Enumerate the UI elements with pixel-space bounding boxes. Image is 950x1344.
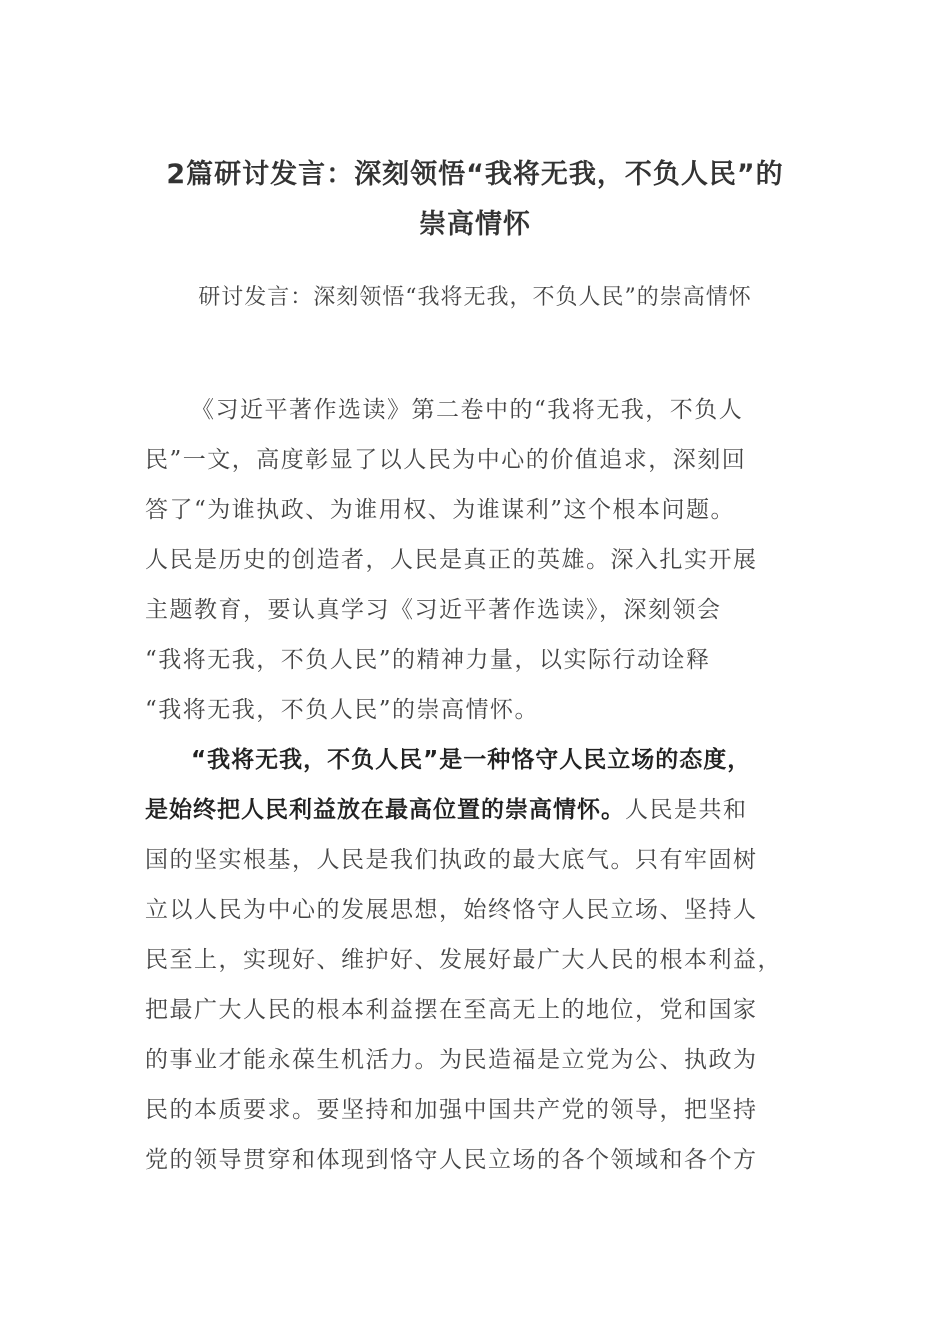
paragraph-2-line: 的事业才能永葆生机活力。为民造福是立党为公、执政为 [145,1047,758,1073]
paragraph-1-line: 民”一文，高度彰显了以人民为中心的价值追求，深刻回 [145,447,747,473]
paragraph-2-line: 国的坚实根基，人民是我们执政的最大底气。只有牢固树 [145,847,758,873]
title-line-1: 2篇研讨发言：深刻领悟“我将无我，不负人民”的 [166,159,784,190]
paragraph-2-line: 民的本质要求。要坚持和加强中国共产党的领导，把坚持 [145,1097,758,1123]
paragraph-1-line: 答了“为谁执政、为谁用权、为谁谋利”这个根本问题。 [145,497,736,523]
paragraph-2-bold-line: “我将无我，不负人民”是一种恪守人民立场的态度， [191,747,752,773]
paragraph-1-line: 人民是历史的创造者，人民是真正的英雄。深入扎实开展 [145,547,758,573]
paragraph-1-line: “我将无我，不负人民”的崇高情怀。 [145,697,540,723]
document-title [140,150,810,250]
paragraph-1-line: 主题教育，要认真学习《习近平著作选读》，深刻领会 [145,597,722,623]
paragraph-2-line: 立以人民为中心的发展思想，始终恪守人民立场、坚持人 [145,897,758,923]
paragraph-2-line: 民至上，实现好、维护好、发展好最广大人民的根本利益， [145,947,782,973]
paragraph-2-bold-lead: 是始终把人民利益放在最高位置的崇高情怀。 [145,797,625,823]
title-line-2: 崇高情怀 [419,209,531,240]
paragraph-2-line-rest: 人民是共和 [625,797,748,823]
paragraph-2-line: 党的领导贯穿和体现到恪守人民立场的各个领域和各个方 [145,1147,758,1173]
paragraph-2-mixed-line [145,785,810,835]
paragraph-1-line: “我将无我，不负人民”的精神力量，以实际行动诠释 [145,647,711,673]
document-subtitle: 研讨发言：深刻领悟“我将无我，不负人民”的崇高情怀 [198,285,752,310]
paragraph-2-line: 把最广大人民的根本利益摆在至高无上的地位，党和国家 [145,997,758,1023]
paragraph-1-line: 《习近平著作选读》第二卷中的“我将无我，不负人 [191,397,744,423]
document-body [145,385,810,1185]
